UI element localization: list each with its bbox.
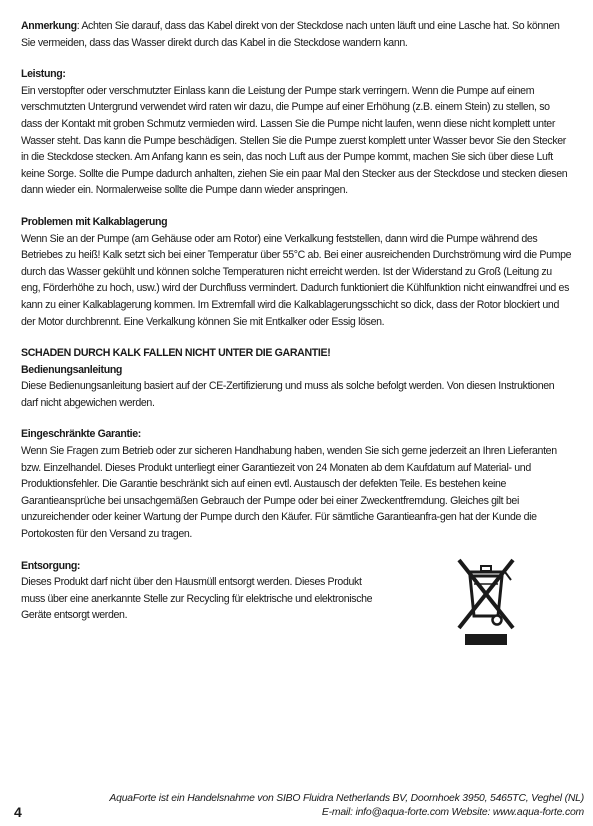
section-bedienungsanleitung	[21, 362, 573, 412]
warranty-warning: SCHADEN DURCH KALK FALLEN NICHT UNTER DIE GARANTIE!	[21, 347, 331, 360]
section-body: Ein verstopfter oder verschmutzter Einlass kann die Leistung der Pumpe stark verringern. Wenn die Pumpe auf einem verschmutzten Untergrund verwendet wird raten wir dazu, die Pumpe auf einer Erhöhung (z.B. einem Stein) zu stellen, so dass der Kontakt mit groben Schmutz vermieden wird. Lassen Sie die Pumpe nicht laufen, wenn diese nicht komplett unter Wasser steht. Das kann die Pumpe beschädigen. Stellen Sie die Pumpe zuerst komplett unter Wasser bevor Sie den Stecker in die Steckdose stecken. Am Anfang kann es sein, das noch Luft aus der Pumpe kommt, machen Sie sich über diese Luft keine Sorge. Sollte die Pumpe dadurch anhalten, ziehen Sie ein paar Mal den Stecker aus der Steckdose und stecken diesen dann wieder ein. Normalerweise sollte die Pumpe dann wieder anspringen.	[21, 84, 568, 197]
footer-company-line: AquaForte ist ein Handelsnahme von SIBO Fluidra Netherlands BV, Doornhoek 3950, 5465TC, Veghel (NL)	[109, 793, 584, 804]
section-entsorgung	[21, 558, 573, 624]
section-body: Dieses Produkt darf nicht über den Hausmüll entsorgt werden. Dieses Produkt muss über eine anerkannte Stelle zur Recycling für elektrische und elektronische Geräte entsorgt werden.	[21, 576, 373, 622]
section-heading: Eingeschränkte Garantie:	[21, 428, 141, 441]
note-text: : Achten Sie darauf, dass das Kabel direkt von der Steckdose nach unten läuft und eine Lasche hat. So können Sie vermeiden, dass das Wasser direkt durch das Kabel in die Steckdose wandern kann.	[21, 20, 560, 49]
section-heading: Entsorgung:	[21, 559, 81, 572]
footer-contact-line: E-mail: info@aqua-forte.com Website: www.aqua-forte.com	[321, 806, 584, 818]
footer	[66, 792, 584, 819]
crossed-out-wheelie-bin-icon	[453, 554, 519, 648]
section-heading: Leistung:	[21, 68, 66, 81]
section-body: Wenn Sie an der Pumpe (am Gehäuse oder am Rotor) eine Verkalkung feststellen, dann wird die Pumpe während des Betriebes zu heiß! Kalk setzt sich bei einer Temperatur über 55°C ab. Bei einer ausreichenden Durchströmung wird die Pumpe durch das Wasser gekühlt und können solche Temperaturen nicht erreicht werden. Ist der Widerstand zu Groß (Leitung zu eng, Förderhöhe zu hoch, usw.) wird der Durchfluss vermindert. Dadurch funktioniert die Kühlfunktion nicht einwandfrei und es kann zu einer Kalkablagerung kommen. Im Extremfall wird die Kalkablagerungsschicht so dick, dass der Rotor blockiert und der Motor durchbrennt. Eine Verkalkung können Sie mit Entkalker oder Essig lösen.	[21, 232, 572, 328]
section-leistung	[21, 66, 573, 199]
note-paragraph	[21, 18, 573, 51]
section-body: Wenn Sie Fragen zum Betrieb oder zur sicheren Handhabung haben, wenden Sie sich gerne jederzeit an Ihren Lieferanten bzw. Einzelhandel. Dieses Produkt unterliegt einer Garantiezeit von 24 Monaten ab dem Kaufdatum auf Material- und Produktionsfehler. Die Garantie beschränkt sich auf einen evtl. Austausch der defekten Teile. Es bestehen keine Garantieansprüche bei unsachgemäßen Gebrauch der Pumpe oder bei einer Zweckentfremdung. Gleiches gilt bei unzureichender oder keiner Wartung der Pumpe durch den Käufer. Für sämtliche Garantieanfra-gen hat der Kunde die Portokosten für den Versand zu tragen.	[21, 445, 557, 541]
section-garantie	[21, 426, 573, 542]
section-kalkablagerung	[21, 214, 573, 330]
section-body: Diese Bedienungsanleitung basiert auf der CE-Zertifizierung und muss als solche befolgt werden. Von diesen Instruktionen darf nicht abgewichen werden.	[21, 380, 555, 409]
note-label: Anmerkung	[21, 20, 77, 32]
document-body	[21, 18, 573, 624]
page-number: 4	[14, 804, 22, 820]
section-heading: Problemen mit Kalkablagerung	[21, 215, 168, 228]
section-heading: Bedienungsanleitung	[21, 363, 123, 376]
